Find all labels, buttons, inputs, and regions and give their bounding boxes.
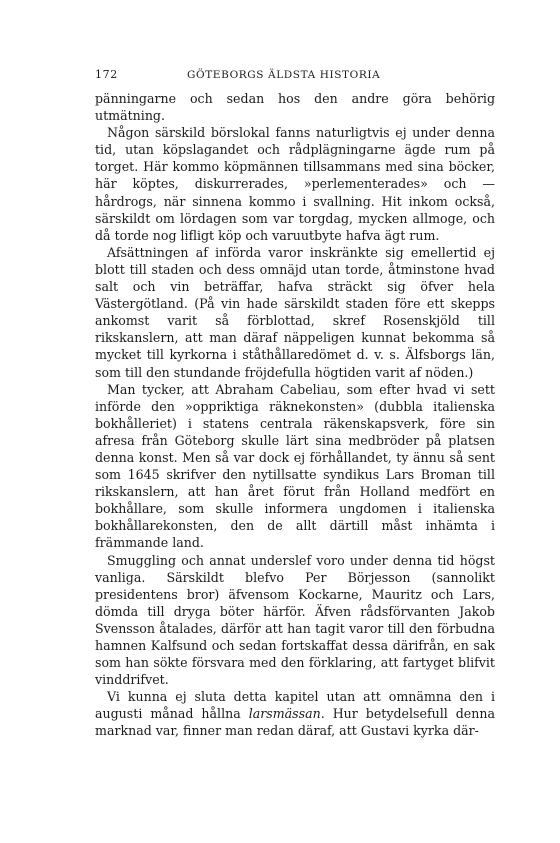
page-number: 172 [95, 68, 118, 81]
italic-term: larsmässan [248, 706, 321, 722]
paragraph [95, 688, 495, 739]
body-text [95, 90, 495, 740]
paragraph-text: Smuggling och annat underslef voro under denna tid högst vanliga. Särskildt blefvo Per Börjesson (sannolikt presidentens bror) äfvensom Kockarne, Mauritz och Lars, dömda till dryga böter härför. Äfven rådsförvanten Jakob Svensson åtalades, därför att han tagit varor till den förbudna hamnen Kalfsund och sedan fortskaffat dessa därifrån, en sak som han sökte försvara med den förklaring, att fartyget blifvit vinddrifvet. [95, 552, 495, 688]
paragraph-text: Afsättningen af införda varor inskränkte sig emellertid ej blott till staden och dess omnäjd utan torde, åtminstone hvad salt och vin beträffar, hafva sträckt sig öfver hela Västergötland. (På vin hade särskildt staden före ett skepps ankomst varit så förblottad, skref Rosenskjöld till rikskanslern, att man däraf näppeligen kunnat bekomma så mycket till kyrkorna i ståthållaredömet d. v. s. Älfsborgs län, som till den stundande fröjdefulla högtiden varit af nöden.) [95, 244, 495, 380]
book-page [95, 68, 495, 740]
paragraph-text: . Hur betydelsefull denna marknad var, finner man redan däraf, att Gustavi kyrka där- [95, 706, 495, 739]
paragraph-text: pänningarne och sedan hos den andre göra behörig utmätning. [95, 91, 495, 124]
paragraph [95, 244, 495, 381]
paragraph [95, 90, 495, 124]
paragraph-text: Någon särskild börslokal fanns naturligtvis ej under denna tid, utan köpslagandet och rådplägningarne ägde rum på torget. Här kommo köpmännen tillsammans med sina böcker, här köptes, diskurrerades, »perlementerades» och — hårdrogs, när sinnena kommo i svallning. Hit inkom också, särskildt om lördagen som var torgdag, mycken allmoge, och då torde nog lifligt köp och varuutbyte hafva ägt rum. [95, 125, 495, 243]
paragraph-text: Man tycker, att Abraham Cabeliau, som efter hvad vi sett införde den »oppriktiga räknekonsten» (dubbla italienska bokhålleriet) i statens centrala räkenskapsverk, före sin afresa från Göteborg skulle lärt sina medbröder på platsen denna konst. Men så var dock ej förhållandet, ty ännu så sent som 1645 skrifver den nytillsatte syndikus Lars Broman till rikskanslern, att han året förut från Holland medfört en bokhållare, som skulle informera ungdomen i italienska bokhållarekonsten, den de allt därtill måst inhämta i främmande land. [95, 381, 495, 551]
paragraph-text: Vi kunna ej sluta detta kapitel utan att omnämna den i augusti månad hållna [95, 689, 495, 722]
page-header [95, 68, 495, 90]
paragraph [95, 552, 495, 689]
running-title: GÖTEBORGS ÄLDSTA HISTORIA [187, 69, 381, 81]
paragraph [95, 124, 495, 244]
paragraph [95, 381, 495, 552]
